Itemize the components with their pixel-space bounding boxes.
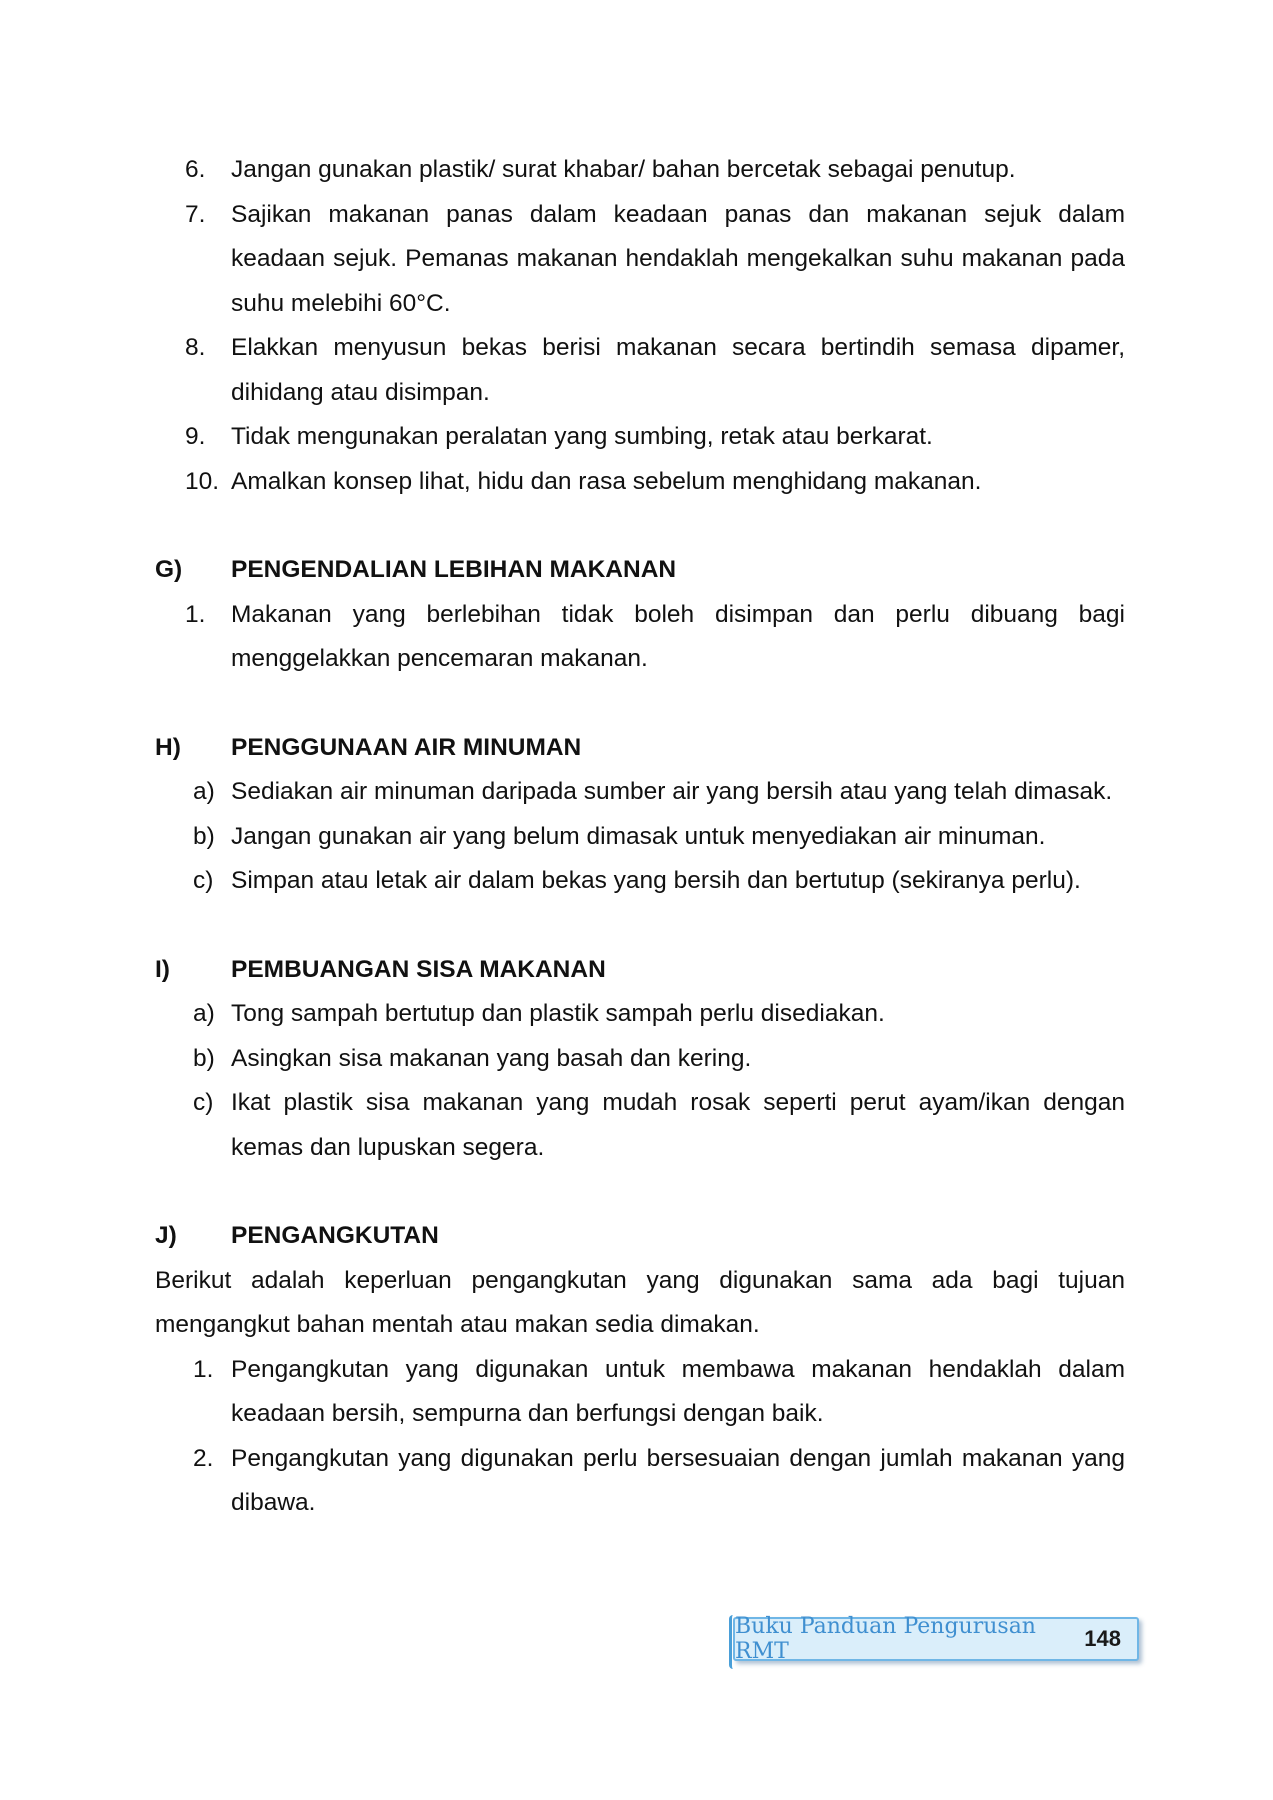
section-g-heading bbox=[155, 548, 1125, 593]
item-text: Elakkan menyusun bekas berisi makanan secara bertindih semasa dipamer, dihidang atau disimpan. bbox=[231, 334, 1125, 406]
item-number: 7. bbox=[185, 200, 206, 228]
section-h-heading bbox=[155, 726, 1125, 771]
section-label: H) bbox=[155, 733, 181, 761]
item-text: Jangan gunakan plastik/ surat khabar/ bahan bercetak sebagai penutup. bbox=[231, 156, 1016, 183]
list-item bbox=[155, 415, 1125, 460]
item-number: 10. bbox=[185, 467, 220, 495]
item-letter: b) bbox=[193, 1044, 215, 1072]
item-letter: c) bbox=[193, 867, 214, 894]
section-g-list bbox=[155, 593, 1125, 682]
item-letter: b) bbox=[193, 822, 215, 850]
item-letter: a) bbox=[193, 1000, 215, 1027]
item-number: 2. bbox=[193, 1444, 214, 1472]
page-number: 148 bbox=[1084, 1626, 1121, 1651]
item-text: Pengangkutan yang digunakan perlu bersesuaian dengan jumlah makanan yang dibawa. bbox=[231, 1444, 1125, 1516]
item-text: Makanan yang berlebihan tidak boleh disimpan dan perlu dibuang bagi menggelakkan pencemaran makanan. bbox=[231, 600, 1125, 672]
section-j-list bbox=[155, 1348, 1125, 1526]
item-text: Amalkan konsep lihat, hidu dan rasa sebelum menghidang makanan. bbox=[231, 467, 982, 495]
section-title: PENGGUNAAN AIR MINUMAN bbox=[231, 733, 582, 761]
item-text: Sajikan makanan panas dalam keadaan panas dan makanan sejuk dalam keadaan sejuk. Pemanas makanan hendaklah mengekalkan suhu makanan pada suhu melebihi 60°C. bbox=[231, 200, 1125, 317]
list-item bbox=[155, 770, 1125, 815]
section-i-list bbox=[155, 992, 1125, 1170]
item-number: 6. bbox=[185, 156, 206, 183]
section-label: I) bbox=[155, 955, 170, 983]
footer-banner bbox=[733, 1614, 1139, 1664]
section-j-heading bbox=[155, 1214, 1125, 1259]
item-text: Tidak mengunakan peralatan yang sumbing, retak atau berkarat. bbox=[231, 423, 933, 450]
item-text: Pengangkutan yang digunakan untuk membawa makanan hendaklah dalam keadaan bersih, sempurna dan berfungsi dengan baik. bbox=[231, 1355, 1125, 1427]
section-label: J) bbox=[155, 1222, 177, 1249]
list-item bbox=[155, 193, 1125, 327]
food-serving-list bbox=[155, 148, 1125, 504]
item-text: Asingkan sisa makanan yang basah dan kering. bbox=[231, 1044, 752, 1072]
section-h-list bbox=[155, 770, 1125, 904]
item-number: 1. bbox=[193, 1355, 214, 1383]
list-item bbox=[155, 326, 1125, 415]
item-text: Jangan gunakan air yang belum dimasak untuk menyediakan air minuman. bbox=[231, 822, 1046, 850]
section-title: PENGENDALIAN LEBIHAN MAKANAN bbox=[231, 556, 677, 583]
list-item bbox=[155, 593, 1125, 682]
item-letter: a) bbox=[193, 778, 215, 805]
section-j-intro: Berikut adalah keperluan pengangkutan yang digunakan sama ada bagi tujuan mengangkut bahan mentah atau makan sedia dimakan. bbox=[155, 1266, 1125, 1338]
item-text: Ikat plastik sisa makanan yang mudah rosak seperti perut ayam/ikan dengan kemas dan lupuskan segera. bbox=[231, 1089, 1125, 1161]
section-label: G) bbox=[155, 556, 183, 583]
section-title: PEMBUANGAN SISA MAKANAN bbox=[231, 955, 606, 983]
item-number: 9. bbox=[185, 423, 206, 450]
list-item bbox=[155, 1081, 1125, 1170]
item-text: Sediakan air minuman daripada sumber air yang bersih atau yang telah dimasak. bbox=[231, 778, 1113, 805]
list-item bbox=[155, 1037, 1125, 1082]
footer-book-title: Buku Panduan Pengurusan RMT bbox=[735, 1614, 1036, 1664]
item-letter: c) bbox=[193, 1089, 214, 1116]
list-item bbox=[155, 815, 1125, 860]
item-text: Simpan atau letak air dalam bekas yang bersih dan bertutup (sekiranya perlu). bbox=[231, 867, 1081, 894]
list-item bbox=[155, 859, 1125, 904]
list-item bbox=[155, 992, 1125, 1037]
section-title: PENGANGKUTAN bbox=[231, 1222, 439, 1249]
page-content bbox=[155, 148, 1125, 1526]
section-i-heading bbox=[155, 948, 1125, 993]
list-item bbox=[155, 460, 1125, 505]
list-item bbox=[155, 148, 1125, 193]
list-item bbox=[155, 1437, 1125, 1526]
list-item bbox=[155, 1348, 1125, 1437]
item-text: Tong sampah bertutup dan plastik sampah perlu disediakan. bbox=[231, 1000, 885, 1027]
item-number: 8. bbox=[185, 334, 206, 361]
item-number: 1. bbox=[185, 600, 206, 628]
